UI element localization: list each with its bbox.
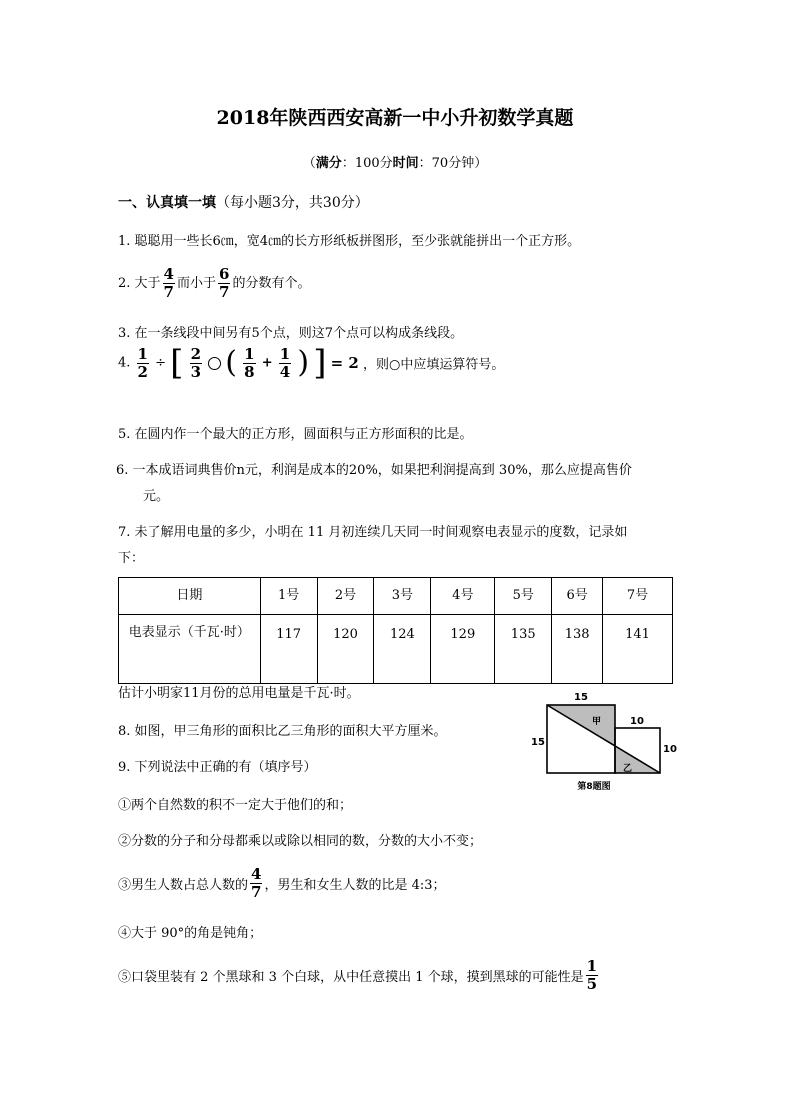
- table-cell: 135: [495, 615, 552, 684]
- fraction-4-7: $\frac{4}{7}$: [163, 265, 174, 301]
- statement-4: ④大于 90°的角是钝角；: [118, 926, 263, 941]
- fraction-4-7-b: $\frac{4}{7}$: [251, 865, 262, 901]
- statement-1: ①两个自然数的积不一定大于他们的和；: [118, 798, 353, 813]
- s3-text-b: ，男生和女生人数的比是 4:3；: [264, 878, 446, 893]
- triangle-figure: [530, 690, 680, 795]
- question-2: [118, 266, 310, 301]
- question-7-line-1: 7. 未了解用电量的多少，小明在 11 月初连续几天同一时间观察电表显示的度数，记录如: [118, 525, 628, 540]
- frac-1-2: $\frac{1}{2}$: [137, 344, 148, 381]
- table-header: 5号: [495, 578, 552, 615]
- fraction-1-5: $\frac{1}{5}$: [586, 957, 598, 993]
- q2-text-c: 的分数有个。: [232, 276, 311, 291]
- question-6-line-1: 6. 一本成语词典售价n元，利润是成本的20%，如果把利润提高到 30%，那么应提高售价: [116, 463, 632, 478]
- question-1: 1. 聪聪用一些长6㎝，宽4㎝的长方形纸板拼图形，至少张就能拼出一个正方形。: [118, 234, 581, 249]
- q2-text-a: 2. 大于: [118, 276, 161, 291]
- figure-caption: 第8题图: [577, 782, 611, 792]
- table-cell: 129: [431, 615, 495, 684]
- table-header-row: [119, 578, 673, 615]
- full-score-value: ：100分: [341, 156, 393, 171]
- time-value: ：70分钟）: [418, 156, 488, 171]
- paren-open: （: [302, 156, 316, 171]
- question-5: 5. 在圆内作一个最大的正方形，圆面积与正方形面积的比是。: [118, 427, 473, 442]
- table-header: 3号: [374, 578, 431, 615]
- label-small-top-10: 10: [630, 716, 644, 727]
- table-header: 4号: [431, 578, 495, 615]
- frac-2-3: $\frac{2}{3}$: [190, 344, 202, 381]
- section-heading: [118, 192, 369, 212]
- label-top-15: 15: [574, 692, 588, 703]
- row-label: 电表显示（千瓦·时）: [119, 615, 261, 684]
- label-small-right-10: 10: [663, 744, 677, 755]
- time-label: 时间: [392, 156, 419, 171]
- fraction-6-7: $\frac{6}{7}$: [219, 265, 230, 301]
- question-9: 9. 下列说法中正确的有（填序号）: [118, 760, 317, 775]
- table-cell: 141: [603, 615, 673, 684]
- q2-text-b: 而小于: [176, 276, 216, 291]
- statement-3: [118, 866, 446, 901]
- table-header: 日期: [119, 578, 261, 615]
- exam-info: [0, 152, 790, 171]
- table-header: 7号: [603, 578, 673, 615]
- label-yi: 乙: [623, 764, 633, 774]
- frac-1-4: $\frac{1}{4}$: [279, 344, 291, 381]
- table-cell: 124: [374, 615, 431, 684]
- table-header: 6号: [552, 578, 603, 615]
- table-cell: 117: [260, 615, 317, 684]
- frac-1-8: $\frac{1}{8}$: [244, 344, 255, 381]
- bracket-right: ]: [313, 343, 327, 383]
- page-title: 2018年陕西西安高新一中小升初数学真题: [216, 107, 574, 129]
- statement-2: ②分数的分子和分母都乘以或除以相同的数，分数的大小不变；: [118, 834, 483, 849]
- table-cell: 120: [317, 615, 374, 684]
- meter-table: [118, 577, 673, 684]
- section-note: （每小题3分，共30分）: [216, 195, 369, 211]
- table-header: 1号: [260, 578, 317, 615]
- label-jia: 甲: [592, 717, 602, 727]
- full-score-label: 满分: [315, 156, 342, 171]
- equals-two: = 2: [330, 354, 359, 372]
- question-8: 8. 如图，甲三角形的面积比乙三角形的面积大平方厘米。: [118, 724, 447, 739]
- paren-right: ): [297, 345, 310, 380]
- divide-sign: ÷: [155, 355, 167, 371]
- question-7-estimate: 估计小明家11月份的总用电量是千瓦·时。: [118, 686, 360, 701]
- bracket-left: [: [170, 343, 184, 383]
- q4-number: 4.: [118, 355, 131, 371]
- paren-left: (: [225, 345, 238, 380]
- blank-circle: [208, 357, 221, 370]
- section-title: 一、认真填一填: [118, 195, 216, 211]
- statement-5: [118, 958, 600, 993]
- table-row: [119, 615, 673, 684]
- question-6-line-2: 元。: [143, 489, 170, 504]
- s3-text-a: ③男生人数占总人数的: [118, 878, 249, 893]
- table-header: 2号: [317, 578, 374, 615]
- question-7-line-2: 下：: [118, 551, 145, 566]
- label-left-15: 15: [531, 737, 545, 748]
- table-cell: 138: [552, 615, 603, 684]
- question-3: 3. 在一条线段中间另有5个点，则这7个点可以构成条线段。: [118, 326, 464, 341]
- s5-text: ⑤口袋里装有 2 个黑球和 3 个白球，从中任意摸出 1 个球，摸到黑球的可能性是: [118, 970, 584, 985]
- q4-tail: ，则○中应填运算符号。: [363, 357, 505, 373]
- plus-sign: +: [261, 355, 273, 371]
- question-4: [118, 343, 504, 383]
